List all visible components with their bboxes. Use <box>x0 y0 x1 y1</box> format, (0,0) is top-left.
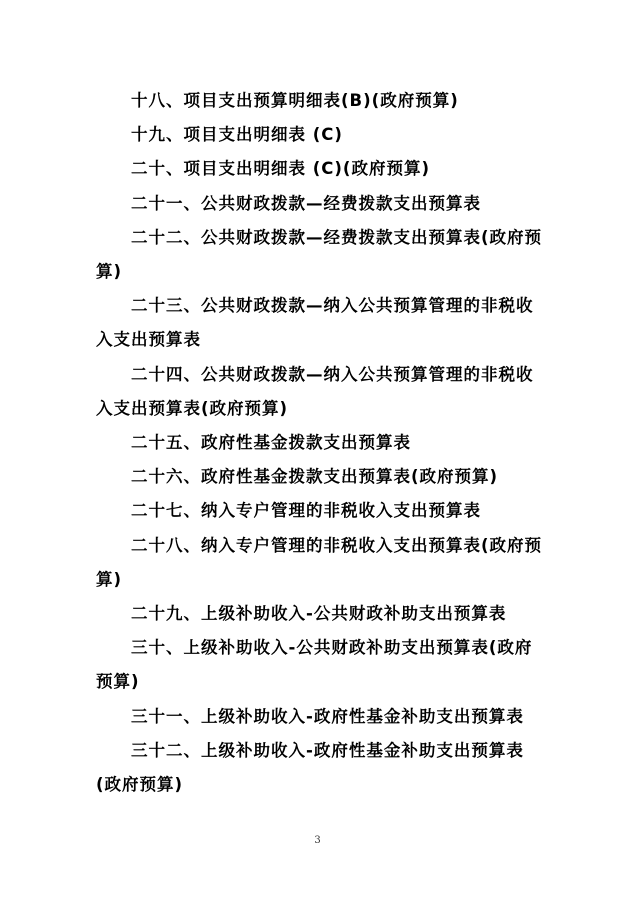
toc-entry-32: 三十二、上级补助收入-政府性基金补助支出预算表(政府预算) <box>96 740 524 795</box>
toc-entry-24: 二十四、公共财政拨款—纳入公共预算管理的非税收入支出预算表(政府预算) <box>96 364 534 418</box>
toc-entry-21: 二十一、公共财政拨款—经费拨款支出预算表 <box>131 193 481 213</box>
toc-entry-25: 二十五、政府性基金拨款支出预算表 <box>131 433 411 453</box>
toc-entry-18: 十八、项目支出预算明细表(B)(政府预算) <box>131 91 459 110</box>
toc-entry-27: 二十七、纳入专户管理的非税收入支出预算表 <box>131 501 481 521</box>
toc-entry-20: 二十、项目支出明细表 (C)(政府预算) <box>131 159 431 179</box>
toc-entry-29: 二十九、上级补助收入-公共财政补助支出预算表 <box>131 604 507 624</box>
toc-entry-28: 二十八、纳入专户管理的非税收入支出预算表(政府预算) <box>96 535 543 589</box>
toc-entry-22: 二十二、公共财政拨款—经费拨款支出预算表(政府预算) <box>96 227 543 282</box>
toc-entry-19: 十九、项目支出明细表 (C) <box>131 125 343 145</box>
toc-entry-26: 二十六、政府性基金拨款支出预算表(政府预算) <box>131 467 499 487</box>
toc-entry-30: 三十、上级补助收入-公共财政补助支出预算表(政府预算) <box>96 638 533 692</box>
table-of-contents-list <box>96 84 546 802</box>
toc-entry-31: 三十一、上级补助收入-政府性基金补助支出预算表 <box>131 706 524 726</box>
toc-entry-23: 二十三、公共财政拨款—纳入公共预算管理的非税收入支出预算表 <box>96 296 534 350</box>
page-number: 3 <box>314 835 321 846</box>
